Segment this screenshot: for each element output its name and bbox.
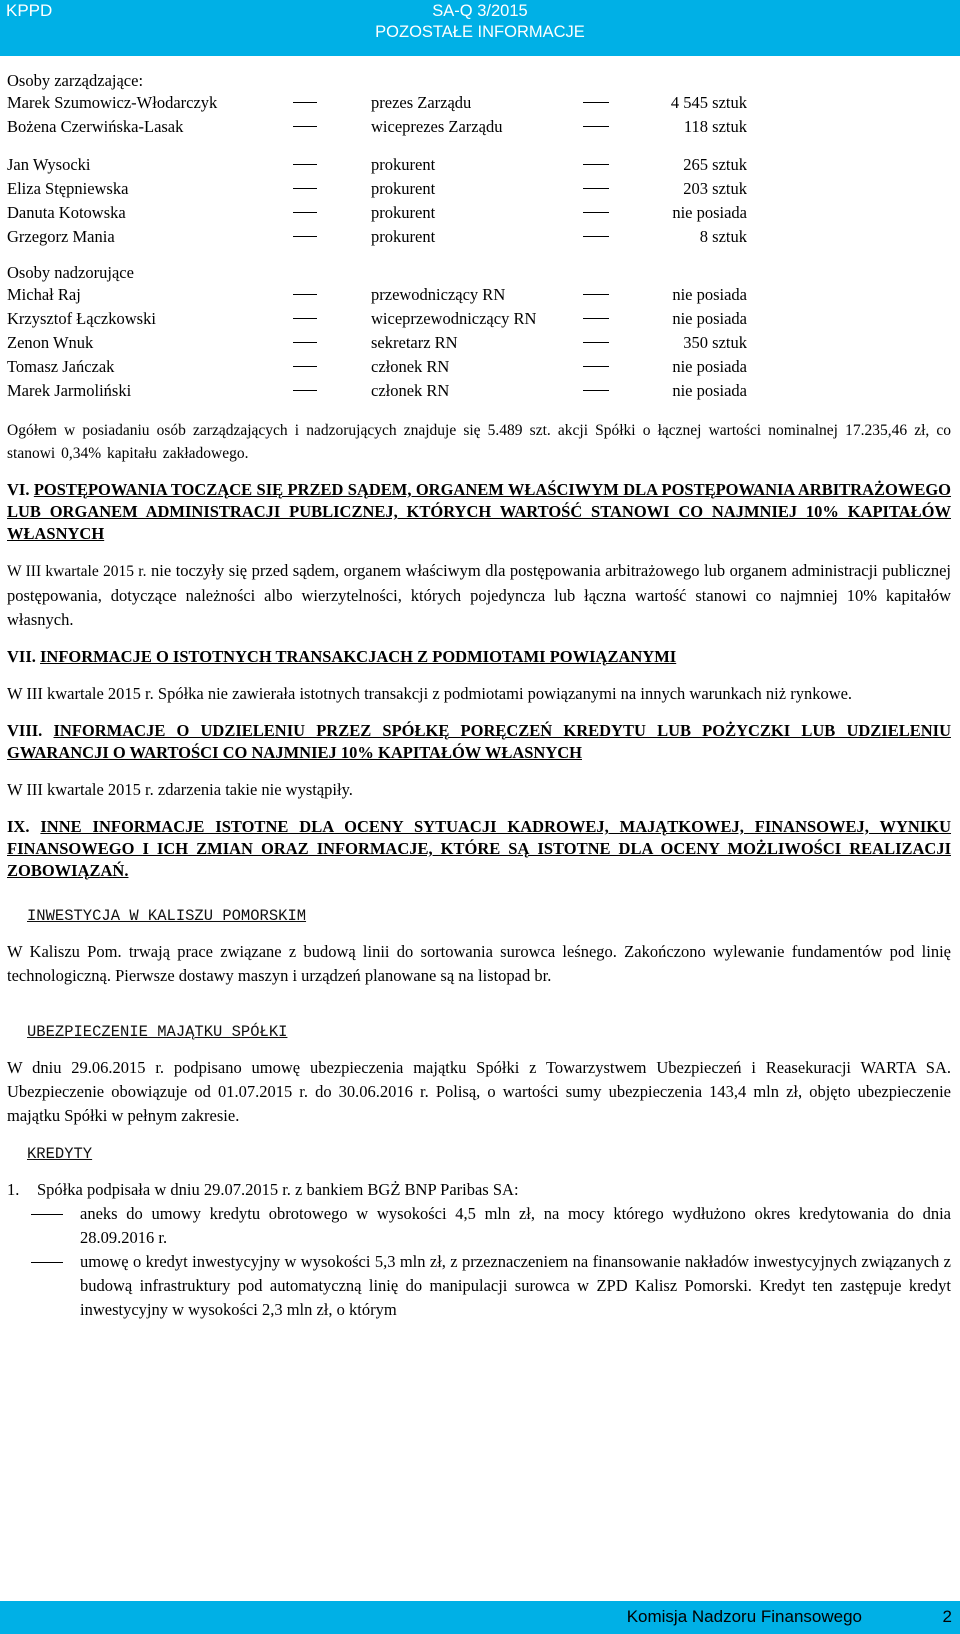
- item-text: Spółka podpisała w dniu 29.07.2015 r. z bankiem BGŻ BNP Paribas SA:: [37, 1180, 519, 1199]
- person-function: prokurent: [371, 155, 436, 174]
- person-function: wiceprezes Zarządu: [371, 117, 503, 136]
- share-amount: 203 sztuk: [683, 179, 747, 198]
- separator-dash: [293, 188, 317, 189]
- person-name: Jan Wysocki: [7, 155, 91, 174]
- bullet-dash: [31, 1214, 63, 1215]
- share-amount: 350 sztuk: [683, 333, 747, 352]
- section-ix-heading: [7, 816, 951, 882]
- separator-dash: [583, 236, 609, 237]
- share-amount: nie posiada: [672, 203, 747, 222]
- separator-dash: [583, 390, 609, 391]
- person-name: Tomasz Jańczak: [7, 357, 115, 376]
- separator-dash: [583, 126, 609, 127]
- table-row: [7, 355, 951, 379]
- page-header: [0, 0, 960, 56]
- supervisory-table: [7, 283, 951, 403]
- share-amount: 4 545 sztuk: [670, 93, 747, 112]
- credits-heading: KREDYTY: [27, 1145, 93, 1163]
- list-item: [7, 1250, 951, 1322]
- section-title: POSTĘPOWANIA TOCZĄCE SIĘ PRZED SĄDEM, ORGANEM WŁAŚCIWYM DLA POSTĘPOWANIA ARBITRAŻOWEGO LUB ORGANEM ADMINISTRACJI PUBLICZNEJ, KTÓRYCH WARTOŚĆ STANOWI CO NAJMNIEJ 10% KAPITAŁÓW WŁASNYCH: [7, 480, 952, 543]
- share-amount: 118 sztuk: [683, 117, 747, 136]
- separator-dash: [583, 294, 609, 295]
- separator-dash: [583, 188, 609, 189]
- document-body: [7, 71, 951, 1322]
- separator-dash: [293, 342, 317, 343]
- person-name: Michał Raj: [7, 285, 81, 304]
- management-title: Osoby zarządzające:: [7, 71, 144, 90]
- separator-dash: [583, 164, 609, 165]
- table-row: [7, 331, 951, 355]
- item-number: 1.: [7, 1180, 20, 1199]
- separator-dash: [293, 390, 317, 391]
- report-label: KPPD: [6, 1, 53, 20]
- bullet-text: umowę o kredyt inwestycyjny w wysokości 5,3 mln zł, z przeznaczeniem na finansowanie nakładów inwestycyjnych związanych z budową infrastruktury pod automatyczną linię do manipulacji surowca w ZPD Kalisz Pomorski. Kredyt ten zastępuje kredyt inwestycyjny w wysokości 2,3 mln zł, o którym: [80, 1252, 951, 1319]
- person-function: członek RN: [371, 381, 450, 400]
- insurance-heading: UBEZPIECZENIE MAJĄTKU SPÓŁKI: [27, 1023, 288, 1041]
- section-name: POZOSTAŁE INFORMACJE: [375, 23, 585, 41]
- header-center: [360, 1, 600, 43]
- section-vi-body: [7, 559, 951, 632]
- section-vii-heading: [7, 646, 951, 668]
- person-name: Danuta Kotowska: [7, 203, 126, 222]
- person-name: Marek Szumowicz-Włodarczyk: [7, 93, 218, 112]
- table-row: [7, 201, 951, 225]
- table-row: [7, 283, 951, 307]
- separator-dash: [293, 102, 317, 103]
- page-number: 2: [942, 1607, 952, 1626]
- person-function: prokurent: [371, 179, 436, 198]
- section-viii-heading: [7, 720, 951, 764]
- section-number: VIII.: [7, 721, 43, 740]
- section-number: IX.: [7, 817, 30, 836]
- management-table: [7, 91, 951, 249]
- table-row: [7, 225, 951, 249]
- body-lead: W III kwartale 2015 r.: [7, 563, 147, 580]
- shares-summary: Ogółem w posiadaniu osób zarządzających i nadzorujących znajduje się 5.489 szt. akcji Spółki o łącznej wartości nominalnej 17.235,46 zł, co stanowi 0,34% kapitału zakładowego.: [7, 422, 951, 462]
- report-code: SA-Q 3/2015: [432, 2, 528, 20]
- separator-dash: [293, 164, 317, 165]
- separator-dash: [583, 342, 609, 343]
- separator-dash: [293, 212, 317, 213]
- person-function: wiceprzewodniczący RN: [371, 309, 537, 328]
- person-name: Bożena Czerwińska-Lasak: [7, 117, 184, 136]
- separator-dash: [583, 212, 609, 213]
- bullet-text: aneks do umowy kredytu obrotowego w wysokości 4,5 mln zł, na mocy którego wydłużono okres kredytowania do dnia 28.09.2016 r.: [80, 1204, 951, 1247]
- insurance-body: W dniu 29.06.2015 r. podpisano umowę ubezpieczenia majątku Spółki z Towarzystwem Ubezpieczeń i Reasekuracji WARTA SA. Ubezpieczenie obowiązuje od 01.07.2015 r. do 30.06.2016 r. Polisą, o wartości sumy ubezpieczenia 143,4 mln zł, objęto ubezpieczenie majątku Spółki w pełnym zakresie.: [7, 1058, 951, 1125]
- separator-dash: [583, 366, 609, 367]
- share-amount: nie posiada: [672, 357, 747, 376]
- bullet-dash: [31, 1262, 63, 1263]
- table-row: [7, 91, 951, 115]
- section-viii-body: W III kwartale 2015 r. zdarzenia takie nie wystąpiły.: [7, 780, 353, 799]
- person-function: prokurent: [371, 227, 436, 246]
- section-title: INFORMACJE O UDZIELENIU PRZEZ SPÓŁKĘ PORĘCZEŃ KREDYTU LUB POŻYCZKI LUB UDZIELENIU GWARANCJI O WARTOŚCI CO NAJMNIEJ 10% KAPITAŁÓW WŁASNYCH: [7, 721, 951, 762]
- person-name: Zenon Wnuk: [7, 333, 94, 352]
- section-number: VII.: [7, 647, 36, 666]
- section-title: INNE INFORMACJE ISTOTNE DLA OCENY SYTUACJI KADROWEJ, MAJĄTKOWEJ, FINANSOWEJ, WYNIKU FINANSOWEGO I ICH ZMIAN ORAZ INFORMACJE, KTÓRE SĄ ISTOTNE DLA OCENY MOŻLIWOŚCI REALIZACJI ZOBOWIĄZAŃ.: [7, 817, 952, 880]
- share-amount: nie posiada: [672, 285, 747, 304]
- investment-body: W Kaliszu Pom. trwają prace związane z budową linii do sortowania surowca leśnego. Zakończono wylewanie fundamentów pod linię technologiczną. Pierwsze dostawy maszyn i urządzeń planowane są na listopad br.: [7, 942, 951, 985]
- separator-dash: [293, 236, 317, 237]
- separator-dash: [293, 126, 317, 127]
- person-function: członek RN: [371, 357, 450, 376]
- table-row: [7, 115, 951, 139]
- section-vii-body: W III kwartale 2015 r. Spółka nie zawierała istotnych transakcji z podmiotami powiązanymi na innych warunkach niż rynkowe.: [7, 684, 853, 703]
- share-amount: nie posiada: [672, 381, 747, 400]
- table-row: [7, 177, 951, 201]
- section-title: INFORMACJE O ISTOTNYCH TRANSAKCJACH Z PODMIOTAMI POWIĄZANYMI: [40, 647, 677, 666]
- list-item: [7, 1178, 951, 1202]
- table-row: [7, 307, 951, 331]
- share-amount: nie posiada: [672, 309, 747, 328]
- section-number: VI.: [7, 480, 30, 499]
- share-amount: 265 sztuk: [683, 155, 747, 174]
- person-name: Eliza Stępniewska: [7, 179, 129, 198]
- person-name: Marek Jarmoliński: [7, 381, 132, 400]
- person-name: Grzegorz Mania: [7, 227, 115, 246]
- person-function: prokurent: [371, 203, 436, 222]
- share-amount: 8 sztuk: [699, 227, 747, 246]
- person-function: sekretarz RN: [371, 333, 458, 352]
- person-function: przewodniczący RN: [371, 285, 506, 304]
- page-footer: [0, 1601, 960, 1634]
- supervisory-title: Osoby nadzorujące: [7, 263, 134, 282]
- list-item: [7, 1202, 951, 1250]
- separator-dash: [293, 366, 317, 367]
- table-row: [7, 379, 951, 403]
- body-text: nie toczyły się przed sądem, organem właściwym dla postępowania arbitrażowego lub organem administracji publicznej postępowania, dotyczące należności albo wierzytelności, których pojedyncza lub łączna wartość stanowi co najmniej 10% kapitałów własnych.: [7, 561, 952, 629]
- separator-dash: [293, 294, 317, 295]
- separator-dash: [293, 318, 317, 319]
- investment-heading: INWESTYCJA W KALISZU POMORSKIM: [27, 907, 307, 925]
- person-function: prezes Zarządu: [371, 93, 472, 112]
- table-row: [7, 153, 951, 177]
- section-vi-heading: [7, 479, 951, 545]
- person-name: Krzysztof Łączkowski: [7, 309, 156, 328]
- footer-label: Komisja Nadzoru Finansowego: [626, 1607, 862, 1626]
- separator-dash: [583, 102, 609, 103]
- separator-dash: [583, 318, 609, 319]
